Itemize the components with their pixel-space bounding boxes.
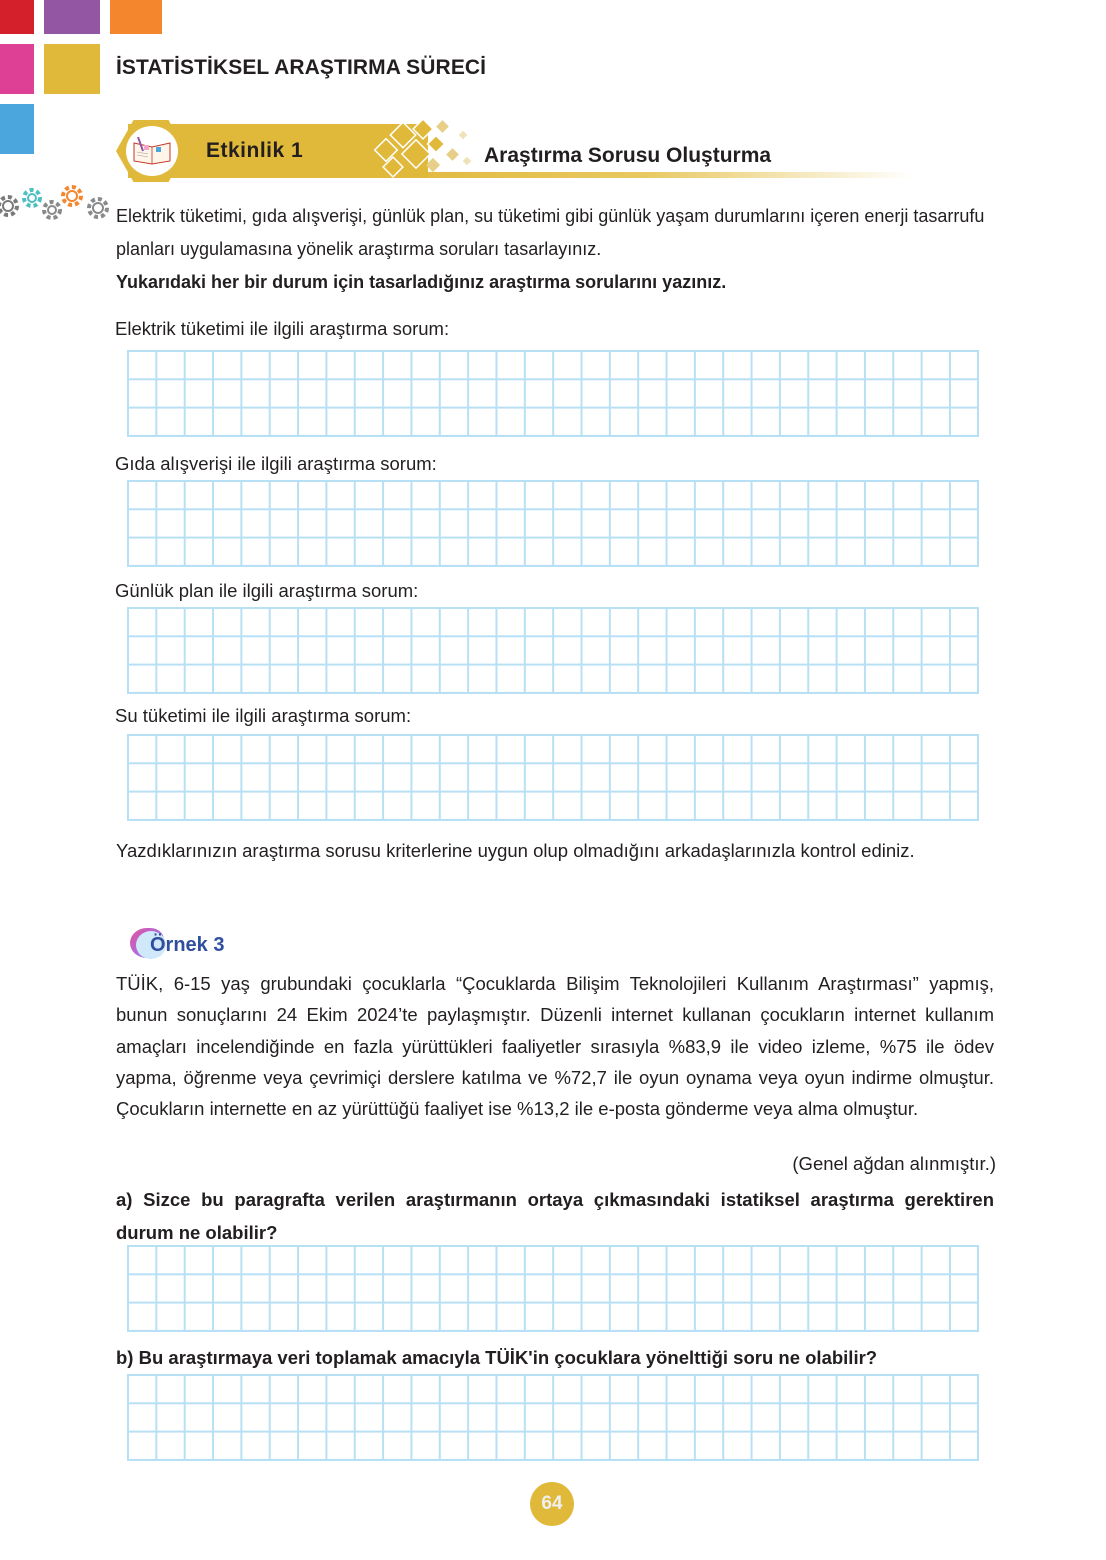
corner-square-red <box>0 0 34 34</box>
check-instruction: Yazdıklarınızın araştırma sorusu kriterlerine uygun olup olmadığını arkadaşlarınızla kontrol ediniz. <box>116 840 915 861</box>
question-label-water: Su tüketimi ile ilgili araştırma sorum: <box>115 705 412 726</box>
example-heading <box>128 926 248 968</box>
corner-square-purple <box>44 0 100 34</box>
intro-text <box>116 200 996 299</box>
activity-title: Araştırma Sorusu Oluşturma <box>484 144 772 167</box>
question-a: a) Sizce bu paragrafta verilen araştırmanın ortaya çıkmasındaki istatiksel araştırma gerektiren durum ne olabilir? <box>116 1189 994 1243</box>
corner-square-orange <box>110 0 162 34</box>
corner-square-blue <box>0 104 34 154</box>
answer-grid-daily-plan[interactable] <box>127 607 979 694</box>
corner-square-gold <box>44 44 100 94</box>
question-b: b) Bu araştırmaya veri toplamak amacıyla TÜİK'in çocuklara yönelttiği soru ne olabilir? <box>116 1347 878 1368</box>
corner-square-pink <box>0 44 34 94</box>
question-label-daily-plan: Günlük plan ile ilgili araştırma sorum: <box>115 580 419 601</box>
question-label-food: Gıda alışverişi ile ilgili araştırma sorum: <box>115 453 437 474</box>
intro-paragraph: Elektrik tüketimi, gıda alışverişi, günlük plan, su tüketimi gibi günlük yaşam durumlarını içeren enerji tasarrufu planları uygulamasına yönelik araştırma soruları tasarlayınız. <box>116 206 985 259</box>
page-number-badge: 64 <box>530 1482 574 1526</box>
intro-instruction: Yukarıdaki her bir durum için tasarladığınız araştırma sorularını yazınız. <box>116 272 727 292</box>
answer-grid-question-a[interactable] <box>127 1245 979 1332</box>
chapter-title: İSTATİSTİKSEL ARAŞTIRMA SÜRECİ <box>116 56 487 79</box>
answer-grid-electricity[interactable] <box>127 350 979 437</box>
example-source: (Genel ağdan alınmıştır.) <box>792 1153 996 1174</box>
gears-icon <box>0 182 114 226</box>
answer-grid-question-b[interactable] <box>127 1374 979 1461</box>
answer-grid-food[interactable] <box>127 480 979 567</box>
question-label-electricity: Elektrik tüketimi ile ilgili araştırma sorum: <box>115 318 450 339</box>
example-label: Örnek 3 <box>150 934 225 956</box>
example-paragraph: TÜİK, 6-15 yaş grubundaki çocuklarla “Çocuklarda Bilişim Teknolojileri Kullanım Araştırması” yapmış, bunun sonuçlarını 24 Ekim 2024’te paylaşmıştır. Düzenli internet kullanan çocukların internet kullanım amaçları incelendiğinde en fazla yürüttükleri faaliyetler sırasıyla %83,9 ile video izleme, %75 ile ödev yapma, öğrenme veya çevrimiçi derslere katılma ve %72,7 ile oyun oynama veya oyun indirme olmuştur. Çocukların internette en az yürüttüğü faaliyet ise %13,2 ile e-posta gönderme veya alma olmuştur. <box>116 973 994 1120</box>
activity-banner <box>114 120 914 184</box>
diamond-pattern-icon <box>364 120 494 182</box>
open-book-icon <box>132 137 172 165</box>
answer-grid-water[interactable] <box>127 734 979 821</box>
activity-label: Etkinlik 1 <box>206 139 304 162</box>
